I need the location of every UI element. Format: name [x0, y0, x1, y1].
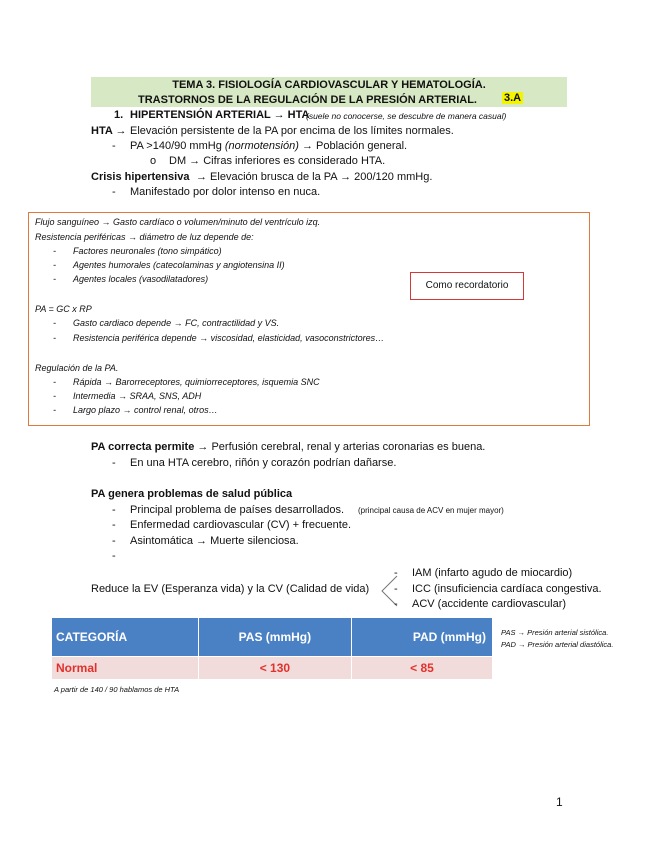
box-line: Intermedia → SRAA, SNS, ADH	[73, 391, 202, 401]
public-health-note: (principal causa de ACV en mujer mayor)	[358, 506, 504, 515]
public-health-title: PA genera problemas de salud pública	[91, 488, 293, 500]
bullet-dash: -	[112, 186, 116, 198]
bullet-dash: -	[394, 598, 398, 610]
bullet-dash: -	[53, 274, 56, 284]
table-cell: < 85	[351, 657, 492, 680]
reminder-box	[28, 212, 590, 426]
reduce-text: Reduce la EV (Esperanza vida) y la CV (Calidad de vida)	[91, 583, 370, 595]
header-banner	[91, 77, 567, 107]
header-title-line1: TEMA 3. FISIOLOGÍA CARDIOVASCULAR Y HEMATOLOGÍA.	[172, 79, 486, 91]
bullet-dash: -	[112, 504, 116, 516]
reminder-label: Como recordatorio	[410, 272, 524, 300]
hta-label: HTA →	[91, 125, 127, 137]
page-number: 1	[556, 795, 563, 809]
bullet-dash: -	[112, 535, 116, 547]
reduce-item: ACV (accidente cardiovascular)	[412, 598, 567, 610]
table-cell: < 130	[198, 657, 351, 680]
normotension-note: (normotensión)	[224, 140, 299, 152]
bullet-dash: -	[53, 333, 56, 343]
reduce-item: IAM (infarto agudo de miocardio)	[412, 567, 573, 579]
table-legend: PAD → Presión arterial diastólica.	[501, 640, 614, 649]
table-header-row	[52, 618, 492, 657]
crisis-label: Crisis hipertensiva	[91, 171, 190, 183]
table-header: PAS (mmHg)	[198, 618, 351, 657]
box-line: Gasto cardiaco depende → FC, contractilidad y VS.	[73, 318, 280, 328]
bullet-dash: -	[394, 567, 398, 579]
public-health-item: Enfermedad cardiovascular (CV) + frecuente.	[130, 519, 352, 531]
bullet-dash: -	[53, 318, 56, 328]
perfusion-title: PA correcta permite	[91, 441, 195, 453]
bullet-dash: -	[112, 140, 116, 152]
bullet-dash: -	[112, 550, 116, 562]
bullet-dash: -	[53, 377, 56, 387]
box-line: Agentes humorales (catecolaminas y angiotensina II)	[73, 260, 285, 270]
table-header: PAD (mmHg)	[351, 618, 492, 657]
bullet-dash: -	[53, 391, 56, 401]
population-note: → Población general.	[301, 140, 408, 152]
table-cell: Normal	[52, 657, 198, 680]
box-line: Factores neuronales (tono simpático)	[73, 246, 222, 256]
reduce-item: ICC (insuficiencia cardíaca congestiva.	[412, 583, 602, 595]
section1-note: (suele no conocerse, se descubre de manera casual)	[306, 111, 507, 121]
box-line: Regulación de la PA.	[35, 363, 119, 373]
bullet-dash: -	[112, 457, 116, 469]
perfusion-sub: En una HTA cerebro, riñón y corazón podrían dañarse.	[130, 457, 397, 469]
bp-category-table	[52, 618, 492, 679]
section-code: 3.A	[504, 92, 522, 104]
bullet-dash: -	[53, 260, 56, 270]
perfusion-text: → Perfusión cerebral, renal y arterias coronarias es buena.	[197, 441, 486, 453]
pa-threshold: PA >140/90 mmHg	[130, 140, 222, 152]
table-row	[52, 657, 492, 680]
table-note: A partir de 140 / 90 hablamos de HTA	[54, 685, 180, 694]
box-line: Agentes locales (vasodilatadores)	[73, 274, 209, 284]
bullet-circle: o	[150, 155, 157, 167]
hta-definition: Elevación persistente de la PA por encima de los límites normales.	[130, 125, 454, 137]
box-line: Resistencia periférica depende → viscosidad, elasticidad, vasoconstrictores…	[73, 333, 385, 343]
section1-number: 1.	[114, 109, 124, 121]
public-health-item: Asintomática → Muerte silenciosa.	[130, 535, 299, 547]
table-header: CATEGORÍA	[52, 618, 198, 657]
section1-title: HIPERTENSIÓN ARTERIAL → HTA	[130, 109, 310, 121]
bullet-dash: -	[53, 405, 56, 415]
crisis-symptom: Manifestado por dolor intenso en nuca.	[130, 186, 321, 198]
box-line: Flujo sanguíneo → Gasto cardíaco o volumen/minuto del ventrículo izq.	[35, 217, 321, 227]
bullet-dash: -	[394, 583, 398, 595]
box-line: PA = GC x RP	[35, 304, 92, 314]
box-line: Resistencia periféricas → diámetro de luz depende de:	[35, 232, 254, 242]
public-health-item: Principal problema de países desarrollados.	[130, 504, 345, 516]
bullet-dash: -	[53, 246, 56, 256]
box-line: Largo plazo → control renal, otros…	[73, 405, 218, 415]
box-line: Rápida → Barorreceptores, quimiorreceptores, isquemia SNC	[73, 377, 320, 387]
crisis-definition: → Elevación brusca de la PA → 200/120 mmHg.	[196, 171, 433, 183]
header-title-line2: TRASTORNOS DE LA REGULACIÓN DE LA PRESIÓN ARTERIAL.	[138, 94, 477, 106]
dm-line: DM → Cifras inferiores es considerado HTA.	[169, 155, 386, 167]
table-legend: PAS → Presión arterial sistólica.	[501, 628, 609, 637]
bullet-dash: -	[112, 519, 116, 531]
